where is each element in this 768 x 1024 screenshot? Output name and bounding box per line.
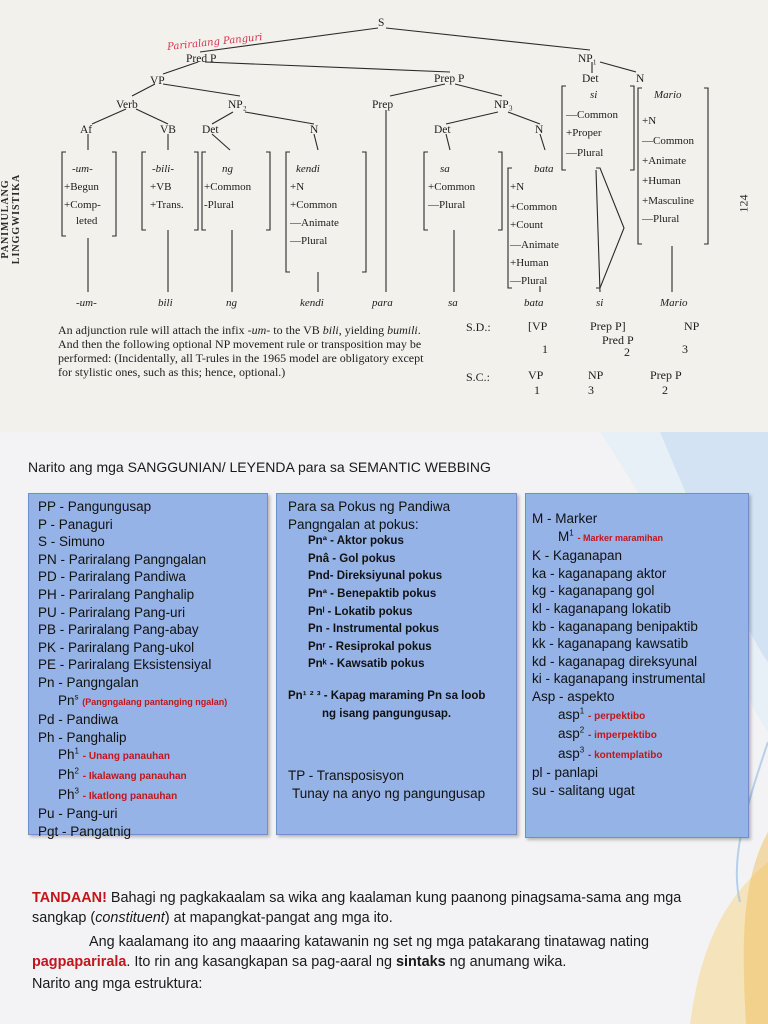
legend-item: P - Panaguri [38,516,113,532]
sd-num: 2 [624,345,630,359]
feature-box-n-top [641,89,694,225]
svg-text:Mario: Mario [654,89,682,101]
svg-text:—Animate: —Animate [290,217,339,229]
node-prep-p: Prep P [434,73,465,85]
svg-text:-Plural: -Plural [204,199,234,211]
sd-item: Prep P] [590,319,626,333]
svg-text:leted: leted [76,215,98,227]
legend-item: kk - kaganapang kawsatib [532,636,689,652]
node-vb: VB [160,124,176,136]
tree-node-labels [80,17,645,136]
svg-text:+Comp-: +Comp- [64,199,101,211]
sd-num: 3 [682,342,688,356]
legend-item: su - salitang ugat [532,782,635,798]
terminal: ng [226,297,237,309]
tandaan-paragraph-3: Narito ang mga estruktura: [32,976,203,992]
node-n-top: N [636,73,645,85]
legend-subitem: Ph$^3$ - Ikatlong panauhan [58,786,178,802]
sd-item: [VP [528,319,548,333]
focus-item: Pnd- Direksiyunal pokus [308,570,443,583]
legend-subitem: asp$^1$ - perpektibo [558,706,646,722]
svg-text:—Plural: —Plural [642,213,680,225]
legend-item: PN - Pariralang Pangngalan [38,551,207,567]
svg-text:ng: ng [222,163,233,175]
terminal: para [372,297,393,309]
feature-box-n3 [509,163,559,287]
focus-item: Pnˡ - Lokatib pokus [308,605,413,618]
legend-item: PD - Pariralang Pandiwa [38,569,186,585]
svg-text:+Common: +Common [290,199,338,211]
svg-text:+Common: +Common [510,201,558,213]
box-subtitle: Pangngalan at pokus: [288,516,419,532]
legend-item: PK - Pariralang Pang-ukol [38,639,195,655]
node-det-top: Det [582,73,599,85]
svg-text:+N: +N [510,181,525,193]
svg-text:+Human: +Human [642,175,681,187]
sc-item: Prep P [650,368,682,382]
focus-item: Pnᵏ - Kawsatib pokus [308,658,425,671]
tree-explanation-paragraph: An adjunction rule will attach the infix -um- to the VB bili, yielding bumili. And then the following optional NP movement rule or transposition may be performed: (Incidentally, all T-rules in the 1965 model are obligatory except for stylistic ones, such as this; hence, optional.) [58,323,424,379]
legend-item: Pgt - Pangatnig [38,823,132,839]
multi-pn-note: Pn¹ ² ³ - Kapag maraming Pn sa loob [288,689,486,702]
legend-item: PP - Pangungusap [38,499,152,514]
node-np2: NP₂ [228,99,247,111]
svg-text:+N: +N [290,181,305,193]
feature-box-n2 [289,163,339,247]
legend-item: kl - kaganapang lokatib [532,600,671,616]
legend-subitem: asp$^3$ - kontemplatibo [558,745,663,761]
node-pred-p: Pred P [186,53,217,65]
tree-branches [88,28,672,292]
feature-box-vb [150,163,184,211]
legend-subitem: $M^1$ - Marker maramihan [558,528,664,544]
svg-text:—Common: —Common [566,109,618,121]
svg-text:si: si [590,89,598,101]
page-number: 124 [736,194,751,213]
focus-item: Pn - Instrumental pokus [308,623,439,636]
node-s: S [378,17,385,29]
svg-text:+Begun: +Begun [64,181,99,193]
tp-desc: Tunay na anyo ng pangungusap [292,785,486,801]
handwritten-note: Pariralang Panguri [166,32,263,53]
legend-item: Asp - aspekto [532,688,615,704]
sd-extra: Pred P [602,333,634,347]
legend-item: ki - kaganapang instrumental [532,671,706,687]
terminal: sa [448,297,458,309]
focus-item: Pnâ - Gol pokus [308,552,396,565]
sc-num: 3 [588,383,594,397]
sd-label: S.D.: [466,320,491,334]
sd-num: 1 [542,342,548,356]
legend-item: kg - kaganapang gol [532,583,655,599]
legend-subitem: Ph$^2$ - Ikalawang panauhan [58,766,187,782]
legend-item: ka - kaganapang aktor [532,565,667,581]
svg-text:+Common: +Common [204,181,252,193]
legend-item: Pu - Pang-uri [38,806,118,822]
box-title: Para sa Pokus ng Pandiwa [288,499,451,514]
node-verb: Verb [116,99,138,111]
terminal-words [76,297,688,309]
svg-text:—Plural: —Plural [566,147,604,159]
legend-box-focus [276,493,517,835]
focus-item: Pnª - Aktor pokus [308,535,404,548]
terminal: Mario [660,297,688,309]
legend-item: kb - kaganapang benipaktib [532,618,698,634]
legend-subitem: Pn$^s$ (Pangngalang pantanging ngalan) [58,692,228,708]
tree-diagram-section [0,0,768,432]
svg-text:—Animate: —Animate [510,239,559,251]
svg-text:+Masculine: +Masculine [642,195,695,207]
legend-item: pl - panlapi [532,765,599,781]
legend-item: S - Simuno [38,534,105,550]
tandaan-paragraph-1: TANDAAN! Bahagi ng pagkakaalam sa wika ang kaalaman kung paanong pinagsama-sama ang mga sangkap (constituent) at mapangkat-pangat ang mga ito. [32,890,682,926]
node-n2: N [310,124,319,136]
node-af: Af [80,124,93,136]
svg-text:+Count: +Count [510,219,544,231]
svg-text:+VB: +VB [150,181,172,193]
sc-item: VP [528,368,544,382]
terminal: kendi [300,297,324,309]
legend-item: kd - kaganapag direksyunal [532,653,698,669]
svg-text:bata: bata [534,163,554,175]
legend-item: PH - Pariralang Panghalip [38,586,195,602]
terminal: -um- [76,297,97,309]
terminal: bili [158,297,173,309]
feature-box-det3 [427,163,476,211]
multi-pn-note-cont: ng isang pangungusap. [322,707,452,720]
legend-item: PU - Pariralang Pang-uri [38,604,186,620]
terminal: bata [524,297,544,309]
svg-text:—Plural: —Plural [428,199,466,211]
svg-text:+N: +N [642,115,657,127]
terminal: si [596,297,604,309]
svg-text:-um-: -um- [72,163,93,175]
legend-item: K - Kaganapan [532,548,623,564]
legend-box-phrases [28,493,268,839]
node-det2: Det [202,124,219,136]
feature-box-det-top [565,89,618,159]
feature-box-det2 [204,163,252,211]
legend-item: Pn - Pangngalan [38,674,139,690]
legend-subitem: Ph$^1$ - Unang panauhan [58,746,170,763]
node-np1: NP₁ [578,53,597,65]
legend-subitem: asp$^2$ - imperpektibo [558,725,657,742]
legend-box-markers [525,493,749,838]
tandaan-paragraph-2: Ang kaalamang ito ang maaaring katawanin ng set ng mga patakarang tinatawag nating pagpaparirala. Ito rin ang kasangkapan sa pag-aaral ng sintaks ng anumang wika. [32,934,650,970]
node-prep: Prep [372,99,394,111]
svg-text:—Common: —Common [642,135,694,147]
svg-text:-bili-: -bili- [152,163,174,175]
legend-item: M - Marker [532,511,598,526]
legend-item: Ph - Panghalip [38,729,127,745]
side-label: PANIMULANG LINGGWISTIKA [0,173,22,265]
focus-item: Pnʳ - Resiprokal pokus [308,640,432,653]
node-det3: Det [434,124,451,136]
svg-text:sa: sa [440,163,450,175]
legend-heading: Narito ang mga SANGGUNIAN/ LEYENDA para sa SEMANTIC WEBBING [28,459,491,475]
sc-item: NP [588,368,604,382]
node-n3: N [535,124,544,136]
legend-item: Pd - Pandiwa [38,712,119,728]
svg-text:+Proper: +Proper [566,127,602,139]
sc-num: 2 [662,383,668,397]
legend-item: PB - Pariralang Pang-abay [38,622,199,638]
node-vp: VP [150,75,165,87]
svg-text:+Trans.: +Trans. [150,199,184,211]
sc-label: S.C.: [466,370,491,384]
legend-slide [0,432,768,1024]
tp-item: TP - Transposisyon [288,768,405,784]
sd-item: NP [684,319,700,333]
sc-num: 1 [534,383,540,397]
legend-item: PE - Pariralang Eksistensiyal [38,657,212,673]
svg-text:+Human: +Human [510,257,549,269]
svg-text:—Plural: —Plural [510,275,548,287]
svg-text:+Common: +Common [428,181,476,193]
node-np3: NP₃ [494,99,513,111]
tandaan-text [32,888,737,994]
svg-text:+Animate: +Animate [642,155,687,167]
svg-text:kendi: kendi [296,163,320,175]
feature-box-af [64,163,101,227]
focus-item: Pnª - Benepaktib pokus [308,587,437,600]
svg-text:—Plural: —Plural [290,235,328,247]
